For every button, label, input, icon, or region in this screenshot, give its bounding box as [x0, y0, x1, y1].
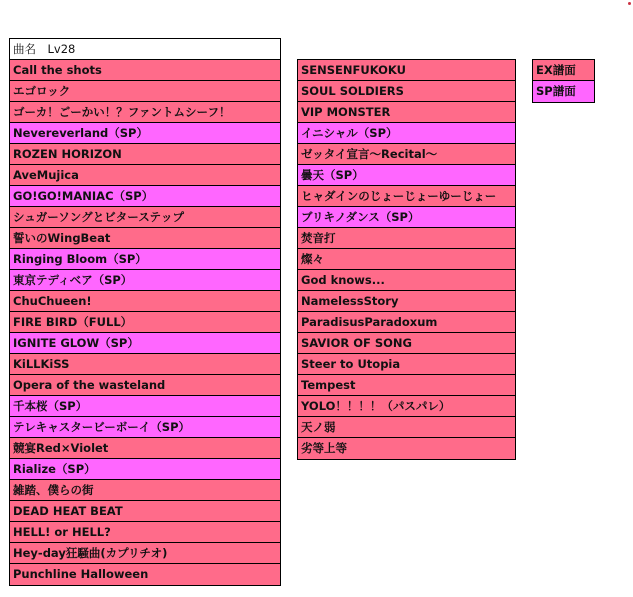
song-cell[interactable]: DEAD HEAT BEAT [10, 501, 280, 522]
song-cell[interactable]: ChuChueen! [10, 291, 280, 312]
song-cell[interactable]: HELL! or HELL? [10, 522, 280, 543]
song-cell[interactable]: Nevereverland（SP） [10, 123, 280, 144]
song-cell[interactable]: SOUL SOLDIERS [298, 81, 515, 102]
song-cell[interactable]: エゴロック [10, 81, 280, 102]
song-cell[interactable]: VIP MONSTER [298, 102, 515, 123]
song-column-1 [9, 38, 281, 586]
song-cell[interactable]: 天ノ弱 [298, 417, 515, 438]
song-cell[interactable]: 焚音打 [298, 228, 515, 249]
song-cell[interactable]: ParadisusParadoxum [298, 312, 515, 333]
song-cell[interactable]: シュガーソングとビターステップ [10, 207, 280, 228]
song-cell[interactable]: 雑踏、僕らの街 [10, 480, 280, 501]
song-cell[interactable]: Tempest [298, 375, 515, 396]
song-cell[interactable]: FIRE BIRD（FULL） [10, 312, 280, 333]
song-cell[interactable]: Call the shots [10, 60, 280, 81]
legend-item[interactable]: EX譜面 [533, 60, 594, 81]
song-cell[interactable]: ヒャダインのじょーじょーゆーじょー [298, 186, 515, 207]
legend [532, 59, 595, 103]
song-cell[interactable]: テレキャスタービーボーイ（SP） [10, 417, 280, 438]
song-cell[interactable]: イニシャル（SP） [298, 123, 515, 144]
song-cell[interactable]: Hey-day狂騒曲(カプリチオ) [10, 543, 280, 564]
song-cell[interactable]: ROZEN HORIZON [10, 144, 280, 165]
song-cell[interactable]: SAVIOR OF SONG [298, 333, 515, 354]
song-cell[interactable]: 競宴Red×Violet [10, 438, 280, 459]
song-cell[interactable]: KiLLKiSS [10, 354, 280, 375]
song-cell[interactable]: GO!GO!MANIAC（SP） [10, 186, 280, 207]
header-cell: 曲名 Lv28 [10, 39, 280, 60]
legend-item[interactable]: SP譜面 [533, 81, 594, 102]
song-column-2 [297, 59, 516, 460]
song-cell[interactable]: 誓いのWingBeat [10, 228, 280, 249]
song-cell[interactable]: 千本桜（SP） [10, 396, 280, 417]
song-cell[interactable]: 劣等上等 [298, 438, 515, 459]
song-cell[interactable]: NamelessStory [298, 291, 515, 312]
song-cell[interactable]: ゼッタイ宣言～Recital～ [298, 144, 515, 165]
song-cell[interactable]: 曇天（SP） [298, 165, 515, 186]
song-cell[interactable]: God knows... [298, 270, 515, 291]
song-cell[interactable]: Steer to Utopia [298, 354, 515, 375]
song-cell[interactable]: ゴーカ！ごーかい！？ファントムシーフ！ [10, 102, 280, 123]
song-cell[interactable]: YOLO！！！！（パスパレ） [298, 396, 515, 417]
song-cell[interactable]: Ringing Bloom（SP） [10, 249, 280, 270]
song-cell[interactable]: 燦々 [298, 249, 515, 270]
marker-dot [628, 2, 631, 5]
song-cell[interactable]: Rialize（SP） [10, 459, 280, 480]
song-cell[interactable]: 東京テディベア（SP） [10, 270, 280, 291]
song-cell[interactable]: ブリキノダンス（SP） [298, 207, 515, 228]
song-cell[interactable]: Opera of the wasteland [10, 375, 280, 396]
song-cell[interactable]: Punchline Halloween [10, 564, 280, 585]
song-cell[interactable]: AveMujica [10, 165, 280, 186]
song-cell[interactable]: IGNITE GLOW（SP） [10, 333, 280, 354]
song-cell[interactable]: SENSENFUKOKU [298, 60, 515, 81]
